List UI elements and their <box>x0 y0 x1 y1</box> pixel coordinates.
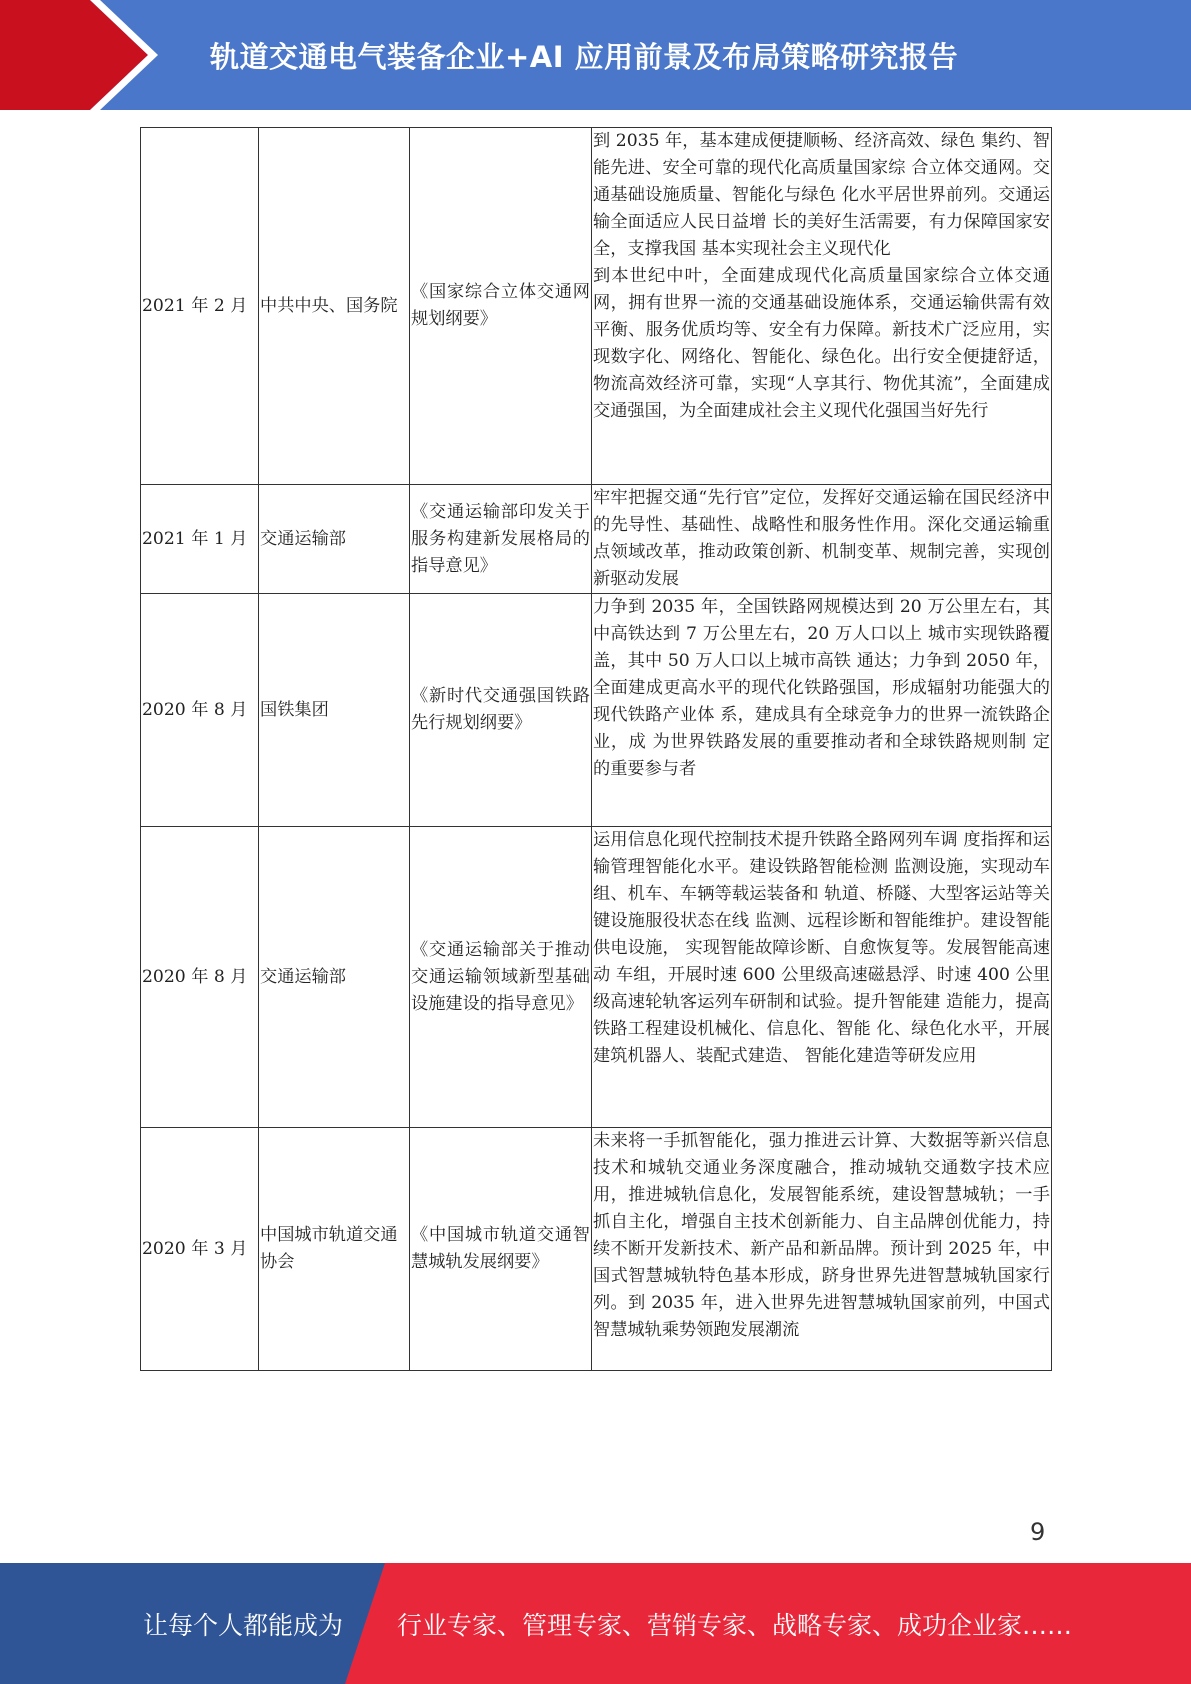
date-cell: 2020 年 3 月 <box>141 1128 259 1371</box>
table-row <box>141 594 1052 827</box>
content-cell <box>592 128 1052 485</box>
content-cell: 力争到 2035 年，全国铁路网规模达到 20 万公里左右，其中高铁达到 7 万公里左右，20 万人口以上 城市实现铁路覆盖，其中 50 万人口以上城市高铁 通达；力争到 2050 年，全面建成更高水平的现代化铁路强国，形成辐射功能强大的现代铁路产业体 系，建成具有全球竞争力的世界一流铁路企业，成 为世界铁路发展的重要推动者和全球铁路规则制 定的重要参与者 <box>592 594 1052 827</box>
page-header <box>0 0 1191 110</box>
issuer-cell: 交通运输部 <box>259 827 410 1128</box>
document-cell: 《交通运输部印发关于服务构建新发展格局的指导意见》 <box>410 485 592 594</box>
document-cell: 《交通运输部关于推动交通运输领域新型基础设施建设的指导意见》 <box>410 827 592 1128</box>
document-cell: 《新时代交通强国铁路先行规划纲要》 <box>410 594 592 827</box>
date-cell: 2021 年 2 月 <box>141 128 259 485</box>
footer-slogan-right: 行业专家、管理专家、营销专家、战略专家、成功企业家…… <box>397 1610 1073 1640</box>
page-number: 9 <box>1030 1518 1046 1546</box>
table-row <box>141 128 1052 485</box>
table-row <box>141 485 1052 594</box>
report-title: 轨道交通电气装备企业+AI 应用前景及布局策略研究报告 <box>210 39 959 74</box>
date-cell: 2020 年 8 月 <box>141 594 259 827</box>
policy-table <box>140 127 1052 1371</box>
issuer-cell: 交通运输部 <box>259 485 410 594</box>
date-cell: 2021 年 1 月 <box>141 485 259 594</box>
content-paragraph: 到 2035 年，基本建成便捷顺畅、经济高效、绿色 集约、智能先进、安全可靠的现代化高质量国家综 合立体交通网。交通基础设施质量、智能化与绿色 化水平居世界前列。交通运输全面适应人民日益增 长的美好生活需要，有力保障国家安全，支撑我国 基本实现社会主义现代化 <box>593 131 1050 259</box>
page-footer <box>0 1563 1191 1684</box>
issuer-cell: 中国城市轨道交通协会 <box>259 1128 410 1371</box>
document-cell: 《中国城市轨道交通智慧城轨发展纲要》 <box>410 1128 592 1371</box>
table-row <box>141 1128 1052 1371</box>
footer-slogan-left: 让每个人都能成为 <box>143 1610 344 1640</box>
date-cell: 2020 年 8 月 <box>141 827 259 1128</box>
header-red-arrow <box>0 0 148 110</box>
document-cell: 《国家综合立体交通网规划纲要》 <box>410 128 592 485</box>
table-row <box>141 827 1052 1128</box>
issuer-cell: 国铁集团 <box>259 594 410 827</box>
issuer-cell: 中共中央、国务院 <box>259 128 410 485</box>
content-cell: 运用信息化现代控制技术提升铁路全路网列车调 度指挥和运输管理智能化水平。建设铁路智能检测 监测设施，实现动车组、机车、车辆等载运装备和 轨道、桥隧、大型客运站等关键设施服役状态在线 监测、远程诊断和智能维护。建设智能供电设施， 实现智能故障诊断、自愈恢复等。发展智能高速动 车组，开展时速 600 公里级高速磁悬浮、时速 400 公里级高速轮轨客运列车研制和试验。提升智能建 造能力，提高铁路工程建设机械化、信息化、智能 化、绿色化水平，开展建筑机器人、装配式建造、 智能化建造等研发应用 <box>592 827 1052 1128</box>
content-cell: 牢牢把握交通“先行官”定位，发挥好交通运输在国民经济中的先导性、基础性、战略性和服务性作用。深化交通运输重点领域改革，推动政策创新、机制变革、规制完善，实现创新驱动发展 <box>592 485 1052 594</box>
content-cell: 未来将一手抓智能化，强力推进云计算、大数据等新兴信息技术和城轨交通业务深度融合，推动城轨交通数字技术应用，推进城轨信息化，发展智能系统，建设智慧城轨；一手抓自主化，增强自主技术创新能力、自主品牌创优能力，持续不断开发新技术、新产品和新品牌。预计到 2025 年，中国式智慧城轨特色基本形成，跻身世界先进智慧城轨国家行列。到 2035 年，进入世界先进智慧城轨国家前列，中国式智慧城轨乘势领跑发展潮流 <box>592 1128 1052 1371</box>
content-paragraph: 到本世纪中叶，全面建成现代化高质量国家综合立体交通网，拥有世界一流的交通基础设施体系，交通运输供需有效平衡、服务优质均等、安全有力保障。新技术广泛应用，实现数字化、网络化、智能化、绿色化。出行安全便捷舒适，物流高效经济可靠，实现“人享其行、物优其流”，全面建成交通强国，为全面建成社会主义现代化强国当好先行 <box>593 266 1050 421</box>
